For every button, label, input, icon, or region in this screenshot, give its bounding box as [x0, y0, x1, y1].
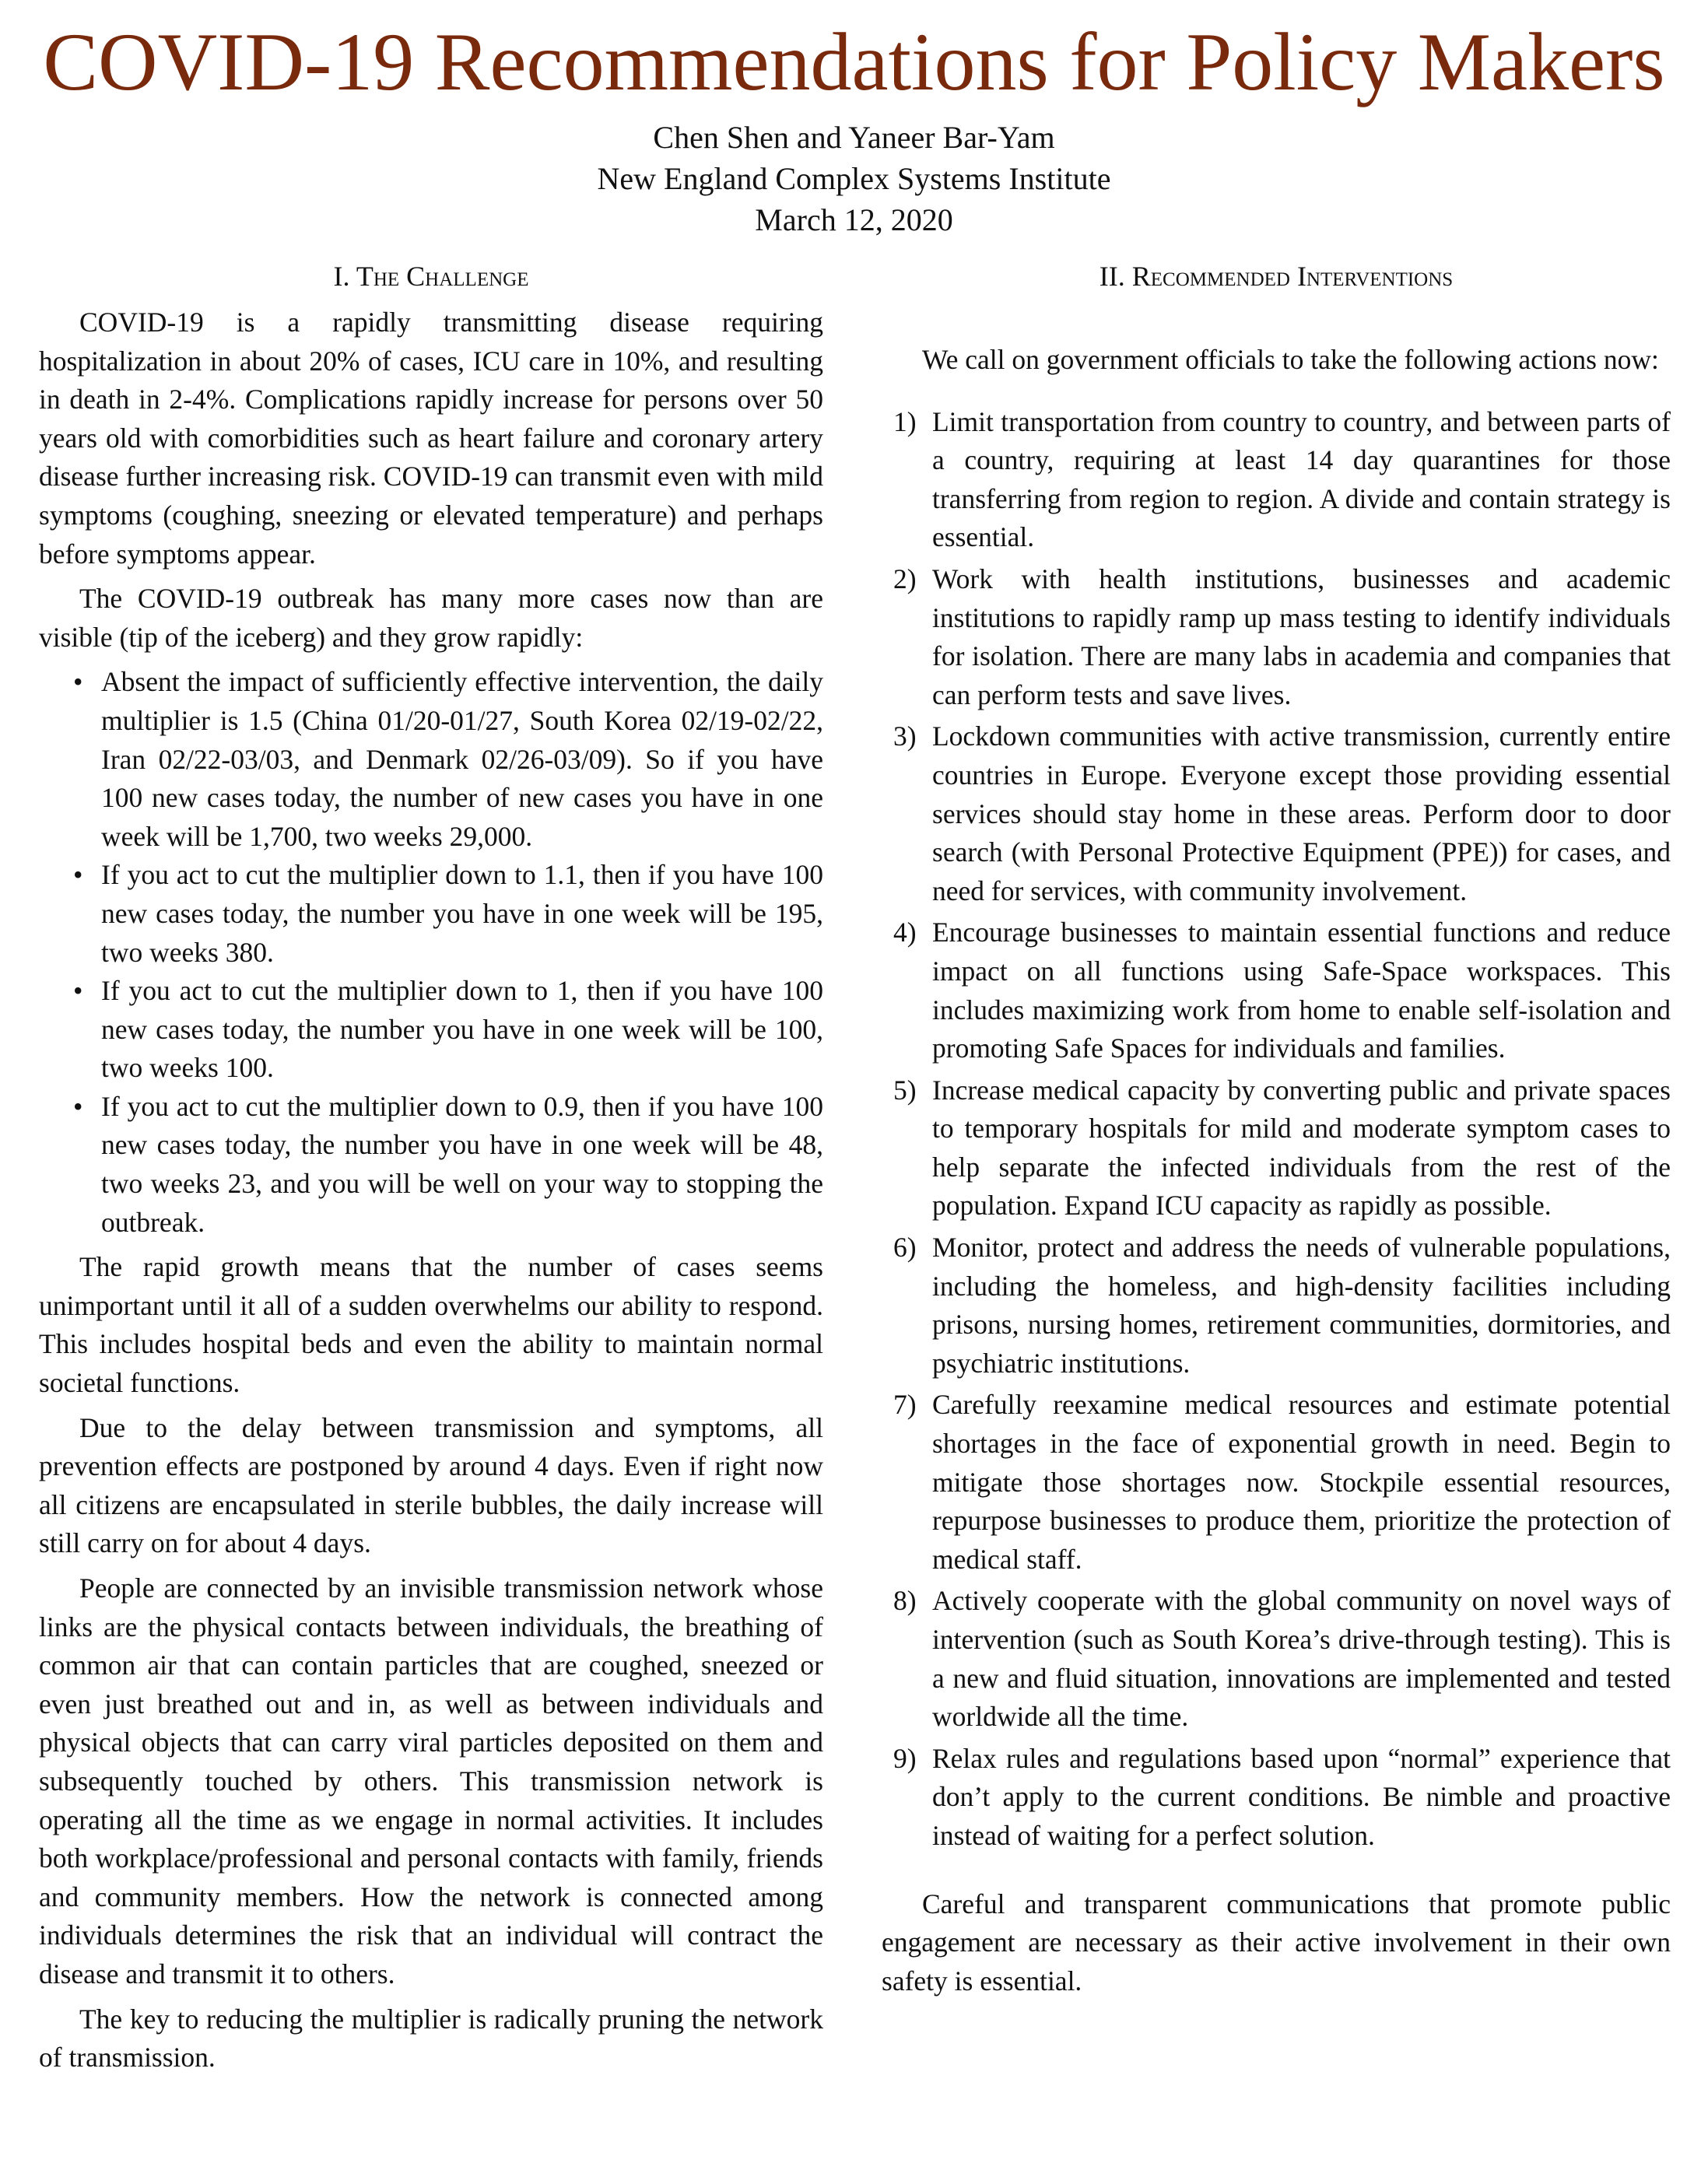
item-text: Carefully reexamine medical resources and estimate potential shortages in the face of exponential growth in need. Begin to mitigate those shortages now. Stockpile essential resources, repurpose businesses to produce them, prioritize the protection of medical staff.: [932, 1389, 1671, 1575]
paragraph: People are connected by an invisible transmission network whose links are the physical contacts between individuals, the breathing of common air that can contain particles that are coughed, sneezed or even just breathed out and in, as well as between individuals and physical objects that can carry viral particles deposited on them and subsequently touched by others. This transmission network is operating all the time as we engage in normal activities. It includes both workplace/professional and personal contacts with family, friends and community members. How the network is connected among individuals determines the risk that an individual will contract the disease and transmit it to others.: [39, 1572, 823, 1989]
right-column: [882, 257, 1671, 2007]
numbered-list: [882, 403, 1671, 1856]
item-text: Limit transportation from country to country, and between parts of a country, requiring at least 14 day quarantines for those transferring from region to region. A divide and contain strategy is essential.: [932, 405, 1671, 553]
list-item: [882, 1740, 1671, 1856]
paragraph: Careful and transparent communications that promote public engagement are necessary as their active involvement in their own safety is essential.: [882, 1888, 1671, 1996]
list-item: • Absent the impact of sufficiently effective intervention, the daily multiplier is 1.5 (China 01/20-01/27, South Korea 02/19-02/22, Iran 02/22-03/03, and Denmark 02/26-03/09). So if you have 100 new cases today, the number of new cases you have in one week will be 1,700, two weeks 29,000.: [39, 663, 823, 856]
paragraph: Due to the delay between transmission and symptoms, all prevention effects are postponed by around 4 days. Even if right now all citizens are encapsulated in sterile bubbles, the daily increase will still carry on for about 4 days.: [39, 1411, 823, 1559]
list-item: [882, 1071, 1671, 1225]
list-item: [882, 560, 1671, 714]
list-item: • If you act to cut the multiplier down to 1.1, then if you have 100 new cases today, the number you have in one week will be 195, two weeks 380.: [39, 856, 823, 972]
paragraph: We call on government officials to take the following actions now:: [922, 344, 1659, 375]
section-heading-interventions: II. Recommended Interventions: [1099, 261, 1454, 292]
paragraph: The COVID-19 outbreak has many more cases now than are visible (tip of the iceberg) and they grow rapidly:: [39, 583, 823, 653]
item-text: Encourage businesses to maintain essential functions and reduce impact on all functions using Safe-Space workspaces. This includes maximizing work from home to enable self-isolation and promoting Safe Spaces for individuals and families.: [932, 917, 1671, 1064]
item-text: Monitor, protect and address the needs of vulnerable populations, including the homeless, and high-density facilities including prisons, nursing homes, retirement communities, dormitories, and psychiatric institutions.: [932, 1232, 1671, 1379]
item-number: 1): [893, 405, 917, 437]
institution: New England Complex Systems Institute: [597, 161, 1111, 196]
list-item: [882, 1582, 1671, 1736]
paragraph: COVID-19 is a rapidly transmitting disease requiring hospitalization in about 20% of cases, ICU care in 10%, and resulting in death in 2-4%. Complications rapidly increase for persons over 50 years old with comorbidities such as heart failure and coronary artery disease further increasing risk. COVID-19 can transmit even with mild symptoms (coughing, sneezing or elevated temperature) and perhaps before symptoms appear.: [39, 307, 823, 570]
list-item: [882, 1386, 1671, 1579]
item-number: 8): [893, 1585, 917, 1617]
item-number: 2): [893, 563, 917, 594]
item-text: Lockdown communities with active transmission, currently entire countries in Europe. Everyone except those providing essential services should stay home in these areas. Perform door to door search (with Personal Protective Equipment (PPE)) for cases, and need for services, with community involvement.: [932, 720, 1671, 906]
list-item: [882, 913, 1671, 1067]
paragraph: The key to reducing the multiplier is radically pruning the network of transmission.: [39, 2003, 823, 2074]
authors: Chen Shen and Yaneer Bar-Yam: [653, 120, 1055, 155]
item-text: Work with health institutions, businesses and academic institutions to rapidly ramp up mass testing to identify individuals for isolation. There are many labs in academia and companies that can perform tests and save lives.: [932, 563, 1671, 710]
item-text: Increase medical capacity by converting public and private spaces to temporary hospitals for mild and moderate symptom cases to help separate the infected individuals from the rest of the population. Expand ICU capacity as rapidly as possible.: [932, 1074, 1671, 1222]
item-number: 5): [893, 1074, 917, 1106]
bullet-list: [39, 663, 823, 1242]
section-heading-challenge: I. The Challenge: [333, 261, 529, 292]
left-column: [39, 257, 823, 2084]
paragraph: The rapid growth means that the number of cases seems unimportant until it all of a sudden overwhelms our ability to respond. This includes hospital beds and even the ability to maintain normal societal functions.: [39, 1251, 823, 1399]
list-item: [882, 403, 1671, 557]
item-number: 6): [893, 1232, 917, 1264]
item-number: 9): [893, 1742, 917, 1774]
item-number: 3): [893, 720, 917, 752]
list-item: • If you act to cut the multiplier down to 0.9, then if you have 100 new cases today, the number you have in one week will be 48, two weeks 23, and you will be well on your way to stopping the outbreak.: [39, 1088, 823, 1242]
list-item: [882, 1229, 1671, 1383]
item-text: Actively cooperate with the global community on novel ways of intervention (such as South Korea’s drive-through testing). This is a new and fluid situation, innovations are implemented and tested worldwide all the time.: [932, 1585, 1671, 1733]
list-item: [882, 717, 1671, 910]
date: March 12, 2020: [755, 202, 953, 237]
item-number: 7): [893, 1389, 917, 1421]
list-item: • If you act to cut the multiplier down to 1, then if you have 100 new cases today, the number you have in one week will be 100, two weeks 100.: [39, 972, 823, 1088]
item-text: Relax rules and regulations based upon “normal” experience that don’t apply to the current conditions. Be nimble and proactive instead of waiting for a perfect solution.: [932, 1742, 1671, 1851]
page-title: COVID-19 Recommendations for Policy Makers: [43, 16, 1665, 107]
item-number: 4): [893, 917, 917, 948]
